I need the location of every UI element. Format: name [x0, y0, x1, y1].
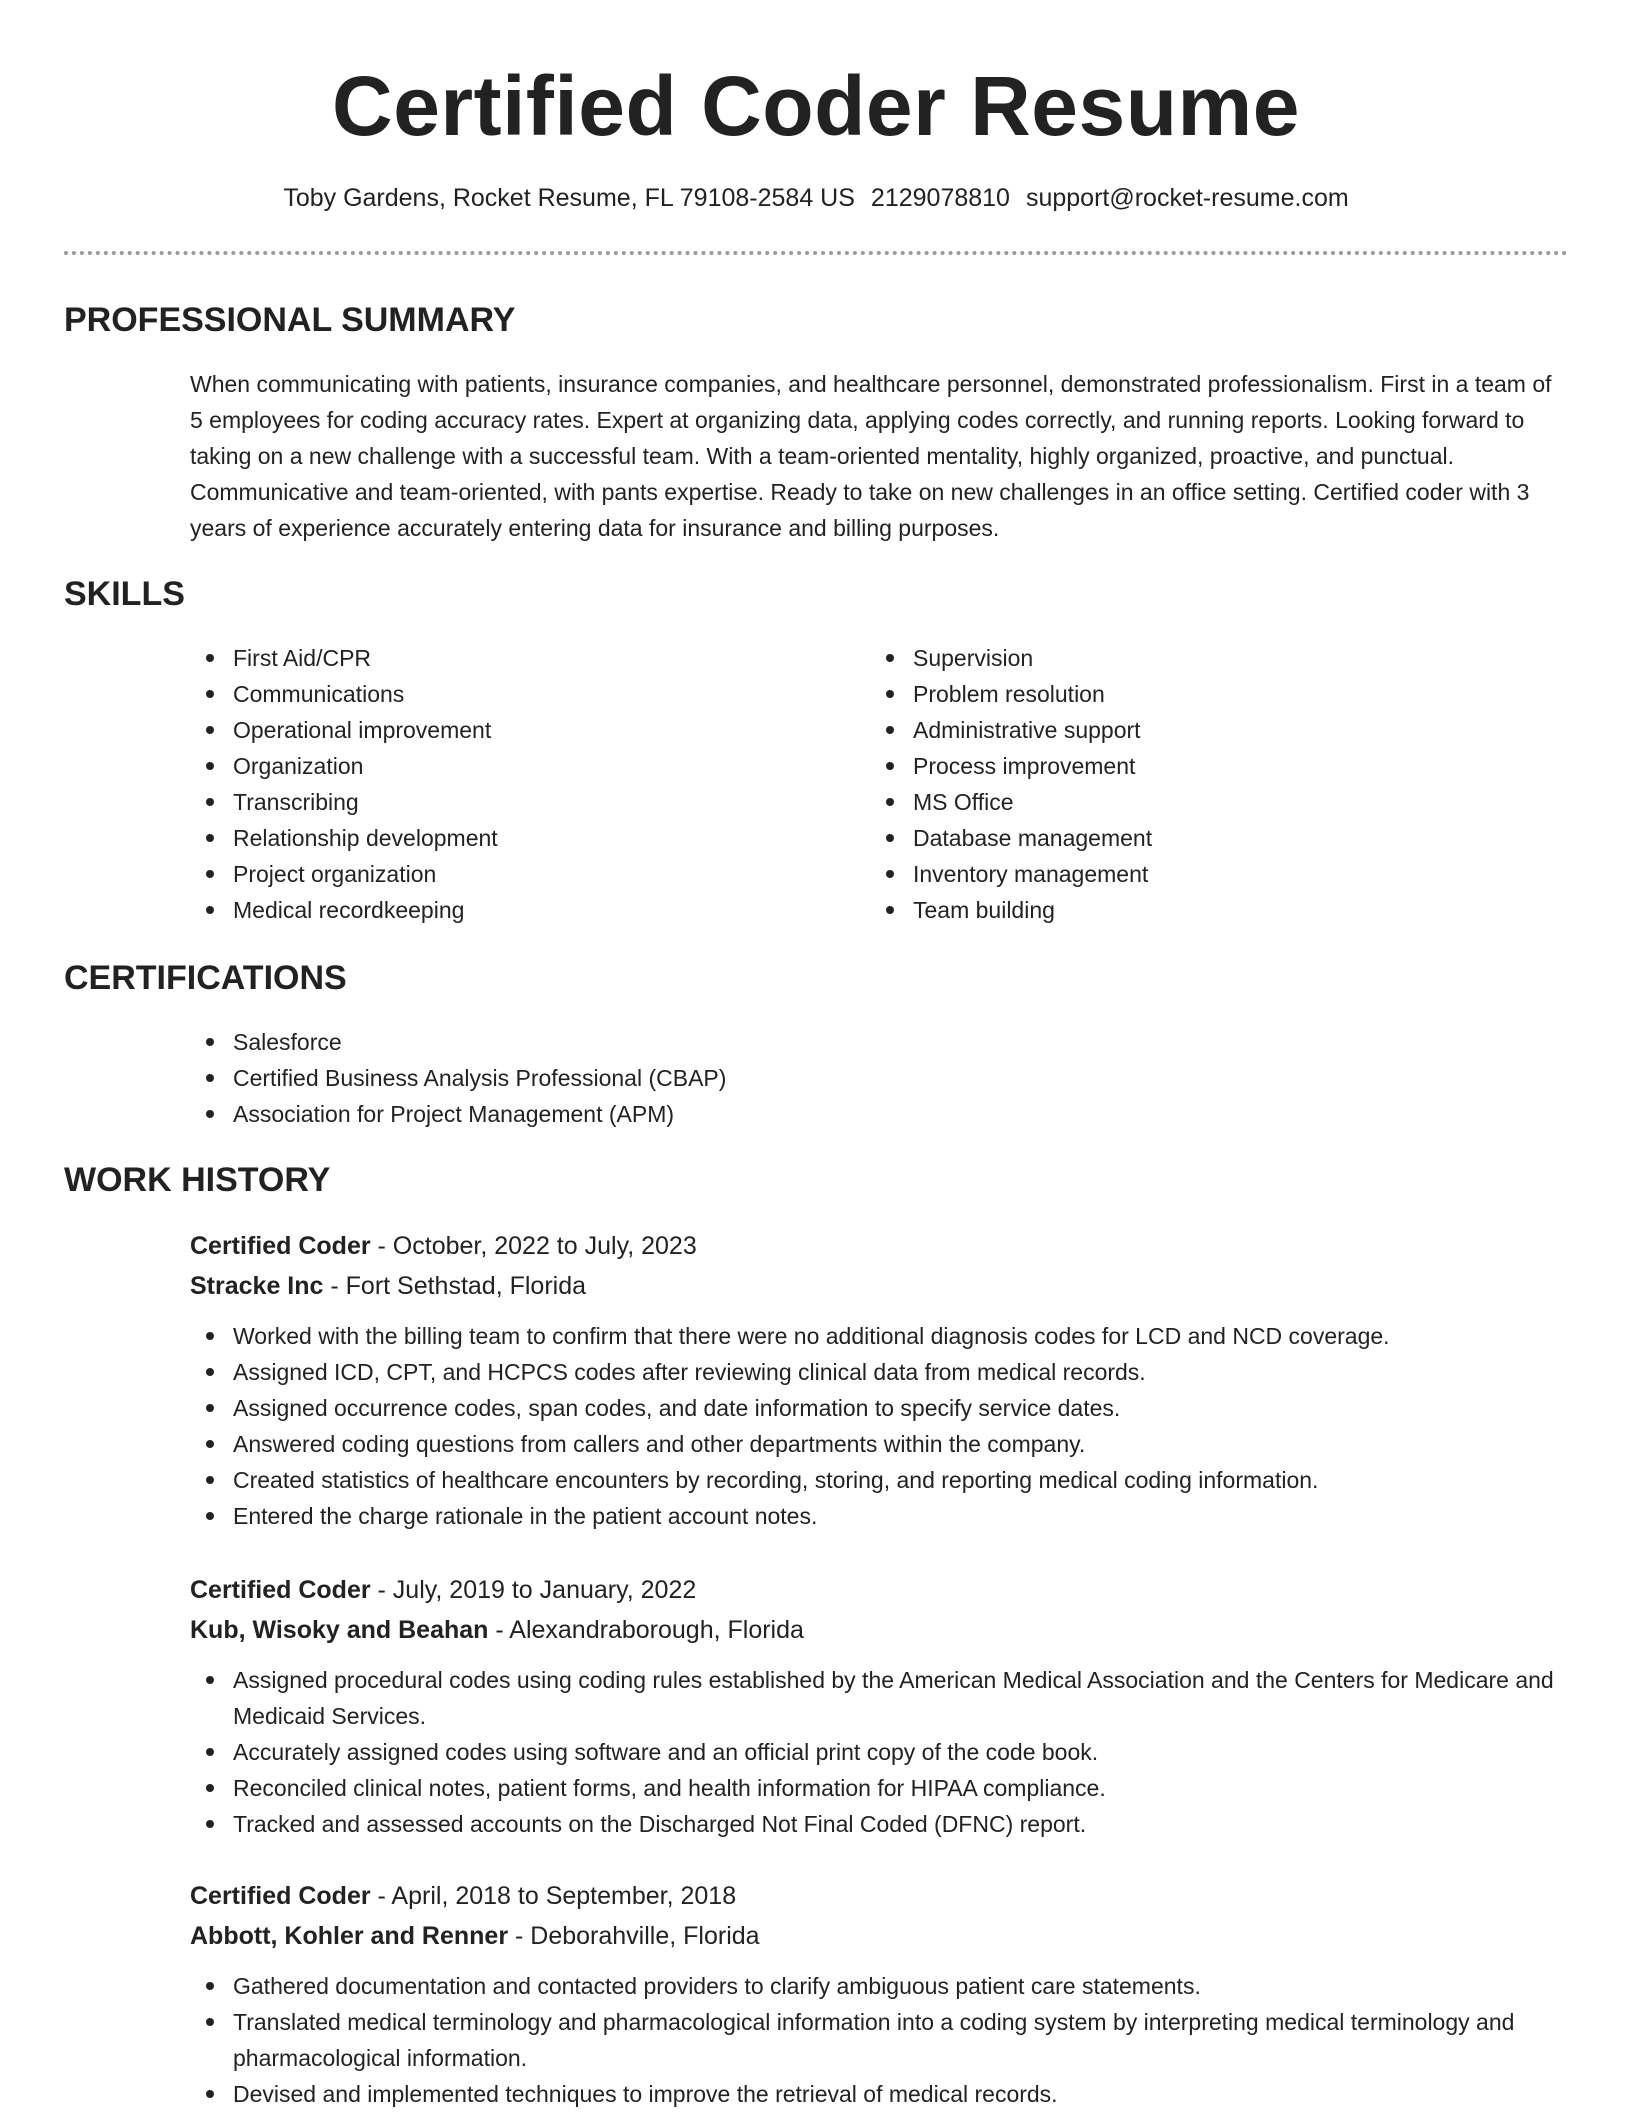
summary-text: When communicating with patients, insurance companies, and healthcare personnel, demonstrated professionalism. First in a team of 5 employees for coding accuracy rates. Expert at organizing data, applying codes correctly, and running reports. Looking forward to taking on a new challenge with a successful team. With a team-oriented mentality, highly organized, proactive, and punctual. Communicative and team-oriented, with pants expertise. Ready to take on new challenges in an office setting. Certified coder with 3 years of experience accurately entering data for insurance and billing purposes.: [190, 371, 1552, 541]
skill-item: Project organization: [190, 856, 830, 892]
job-location: - Fort Sethstad, Florida: [323, 1272, 587, 1300]
resume-title: Certified Coder Resume: [332, 59, 1300, 153]
certification-item: Salesforce: [190, 1024, 1390, 1060]
job-location: - Alexandraborough, Florida: [488, 1616, 804, 1644]
job-duty-item: Accurately assigned codes using software and an official print copy of the code book.: [190, 1734, 1568, 1770]
contact-email: support@rocket-resume.com: [1025, 184, 1349, 212]
skill-item: Database management: [870, 820, 1510, 856]
skill-item: Team building: [870, 892, 1510, 928]
job-duty-item: Translated medical terminology and pharmacological information into a coding system by interpreting medical terminology and pharmacological information.: [190, 2004, 1568, 2076]
job-duty-item: Assigned occurrence codes, span codes, and date information to specify service dates.: [190, 1390, 1568, 1426]
job-company: Abbott, Kohler and Renner: [190, 1922, 509, 1950]
job-duty-item: Assigned procedural codes using coding rules established by the American Medical Association and the Centers for Medicare and Medicaid Services.: [190, 1662, 1568, 1734]
skills-list-right: [870, 640, 1510, 928]
header-divider: [64, 251, 1568, 255]
job-duty-item: Entered the charge rationale in the patient account notes.: [190, 1498, 1568, 1534]
job-duty-item: Devised and implemented techniques to improve the retrieval of medical records.: [190, 2076, 1568, 2112]
contact-phone: 2129078810: [870, 184, 1010, 212]
job-title: Certified Coder: [190, 1576, 371, 1604]
job-entry: [190, 1876, 1568, 2112]
job-duties-list: [190, 1968, 1568, 2112]
skills-heading: SKILLS: [64, 575, 185, 613]
job-company: Stracke Inc: [190, 1272, 324, 1300]
job-dates: - April, 2018 to September, 2018: [370, 1882, 737, 1910]
skill-item: Administrative support: [870, 712, 1510, 748]
skill-item: Problem resolution: [870, 676, 1510, 712]
skills-list-left: [190, 640, 830, 928]
skill-item: First Aid/CPR: [190, 640, 830, 676]
job-company-line: [190, 1916, 1568, 1956]
job-company: Kub, Wisoky and Beahan: [190, 1616, 489, 1644]
skill-item: Transcribing: [190, 784, 830, 820]
contact-address: Toby Gardens, Rocket Resume, FL 79108-2584 US: [283, 184, 855, 212]
job-duty-item: Tracked and assessed accounts on the Discharged Not Final Coded (DFNC) report.: [190, 1806, 1568, 1842]
job-title-line: [190, 1226, 1568, 1266]
job-entry: [190, 1570, 1568, 1842]
skill-item: Process improvement: [870, 748, 1510, 784]
certification-item: Certified Business Analysis Professional (CBAP): [190, 1060, 1390, 1096]
job-company-line: [190, 1610, 1568, 1650]
skill-item: Relationship development: [190, 820, 830, 856]
job-location: - Deborahville, Florida: [508, 1922, 760, 1950]
skill-item: Operational improvement: [190, 712, 830, 748]
job-title-line: [190, 1570, 1568, 1610]
skill-item: MS Office: [870, 784, 1510, 820]
certifications-heading: CERTIFICATIONS: [64, 959, 347, 997]
job-dates: - July, 2019 to January, 2022: [370, 1576, 697, 1604]
skill-item: Organization: [190, 748, 830, 784]
certifications-list: [190, 1024, 1390, 1132]
job-duty-item: Assigned ICD, CPT, and HCPCS codes after reviewing clinical data from medical records.: [190, 1354, 1568, 1390]
job-title: Certified Coder: [190, 1232, 371, 1260]
job-duties-list: [190, 1662, 1568, 1842]
job-duty-item: Created statistics of healthcare encounters by recording, storing, and reporting medical coding information.: [190, 1462, 1568, 1498]
job-duty-item: Reconciled clinical notes, patient forms, and health information for HIPAA compliance.: [190, 1770, 1568, 1806]
skill-item: Communications: [190, 676, 830, 712]
certification-item: Association for Project Management (APM): [190, 1096, 1390, 1132]
job-duty-item: Gathered documentation and contacted providers to clarify ambiguous patient care statements.: [190, 1968, 1568, 2004]
job-entry: [190, 1226, 1568, 1534]
work-history-heading: WORK HISTORY: [64, 1161, 331, 1199]
contact-line: [0, 182, 1632, 214]
job-title: Certified Coder: [190, 1882, 371, 1910]
job-title-line: [190, 1876, 1568, 1916]
skill-item: Inventory management: [870, 856, 1510, 892]
skill-item: Supervision: [870, 640, 1510, 676]
job-company-line: [190, 1266, 1568, 1306]
job-duty-item: Answered coding questions from callers and other departments within the company.: [190, 1426, 1568, 1462]
skill-item: Medical recordkeeping: [190, 892, 830, 928]
job-duties-list: [190, 1318, 1568, 1534]
job-duty-item: Worked with the billing team to confirm that there were no additional diagnosis codes for LCD and NCD coverage.: [190, 1318, 1568, 1354]
summary-heading: PROFESSIONAL SUMMARY: [64, 301, 516, 339]
job-dates: - October, 2022 to July, 2023: [370, 1232, 697, 1260]
